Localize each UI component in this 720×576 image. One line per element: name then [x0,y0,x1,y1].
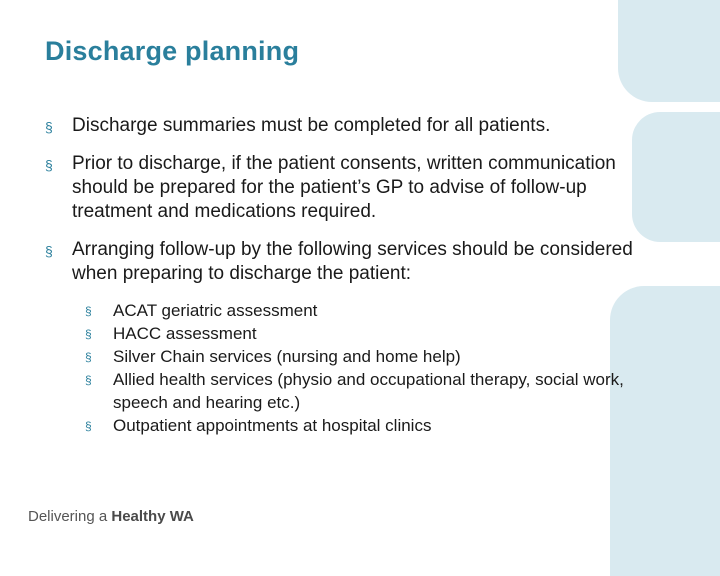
footer-emphasis: Healthy WA [111,508,194,525]
bullet-marker-icon: § [45,157,53,173]
footer-prefix: Delivering a [28,508,112,525]
sub-bullet-marker-icon: § [85,350,92,364]
bullet-text: Prior to discharge, if the patient consents, written communication should be prepared for the patient’s GP to advise of follow-up treatment and medications required. [72,153,616,222]
footer-tagline [28,508,194,525]
sub-bullet-item [85,414,625,437]
sub-bullet-text: ACAT geriatric assessment [113,301,318,320]
bullet-marker-icon: § [45,119,53,135]
sub-bullet-item [85,345,625,368]
sub-bullet-marker-icon: § [85,327,92,341]
decorative-panel-middle [632,112,720,242]
sub-bullet-item [85,322,625,345]
slide-title: Discharge planning [45,36,300,66]
sub-bullet-marker-icon: § [85,419,92,433]
decorative-panel-top [618,0,720,102]
sub-bullet-text: Outpatient appointments at hospital clinics [113,416,432,435]
sub-bullet-text: Allied health services (physio and occupational therapy, social work, speech and hearing etc.) [113,370,624,412]
sub-bullet-list [85,299,625,437]
sub-bullet-item [85,368,625,414]
decorative-panel-bottom [610,286,720,576]
sub-bullet-item [85,299,625,322]
bullet-item [45,152,645,224]
sub-bullet-marker-icon: § [85,304,92,318]
sub-bullet-text: HACC assessment [113,324,257,343]
sub-bullet-text: Silver Chain services (nursing and home help) [113,347,461,366]
sub-bullet-marker-icon: § [85,373,92,387]
bullet-item [45,238,645,286]
bullet-item [45,114,645,138]
bullet-list [45,114,645,300]
bullet-text: Discharge summaries must be completed for all patients. [72,115,551,136]
bullet-marker-icon: § [45,243,53,259]
bullet-text: Arranging follow-up by the following services should be considered when preparing to discharge the patient: [72,239,633,284]
